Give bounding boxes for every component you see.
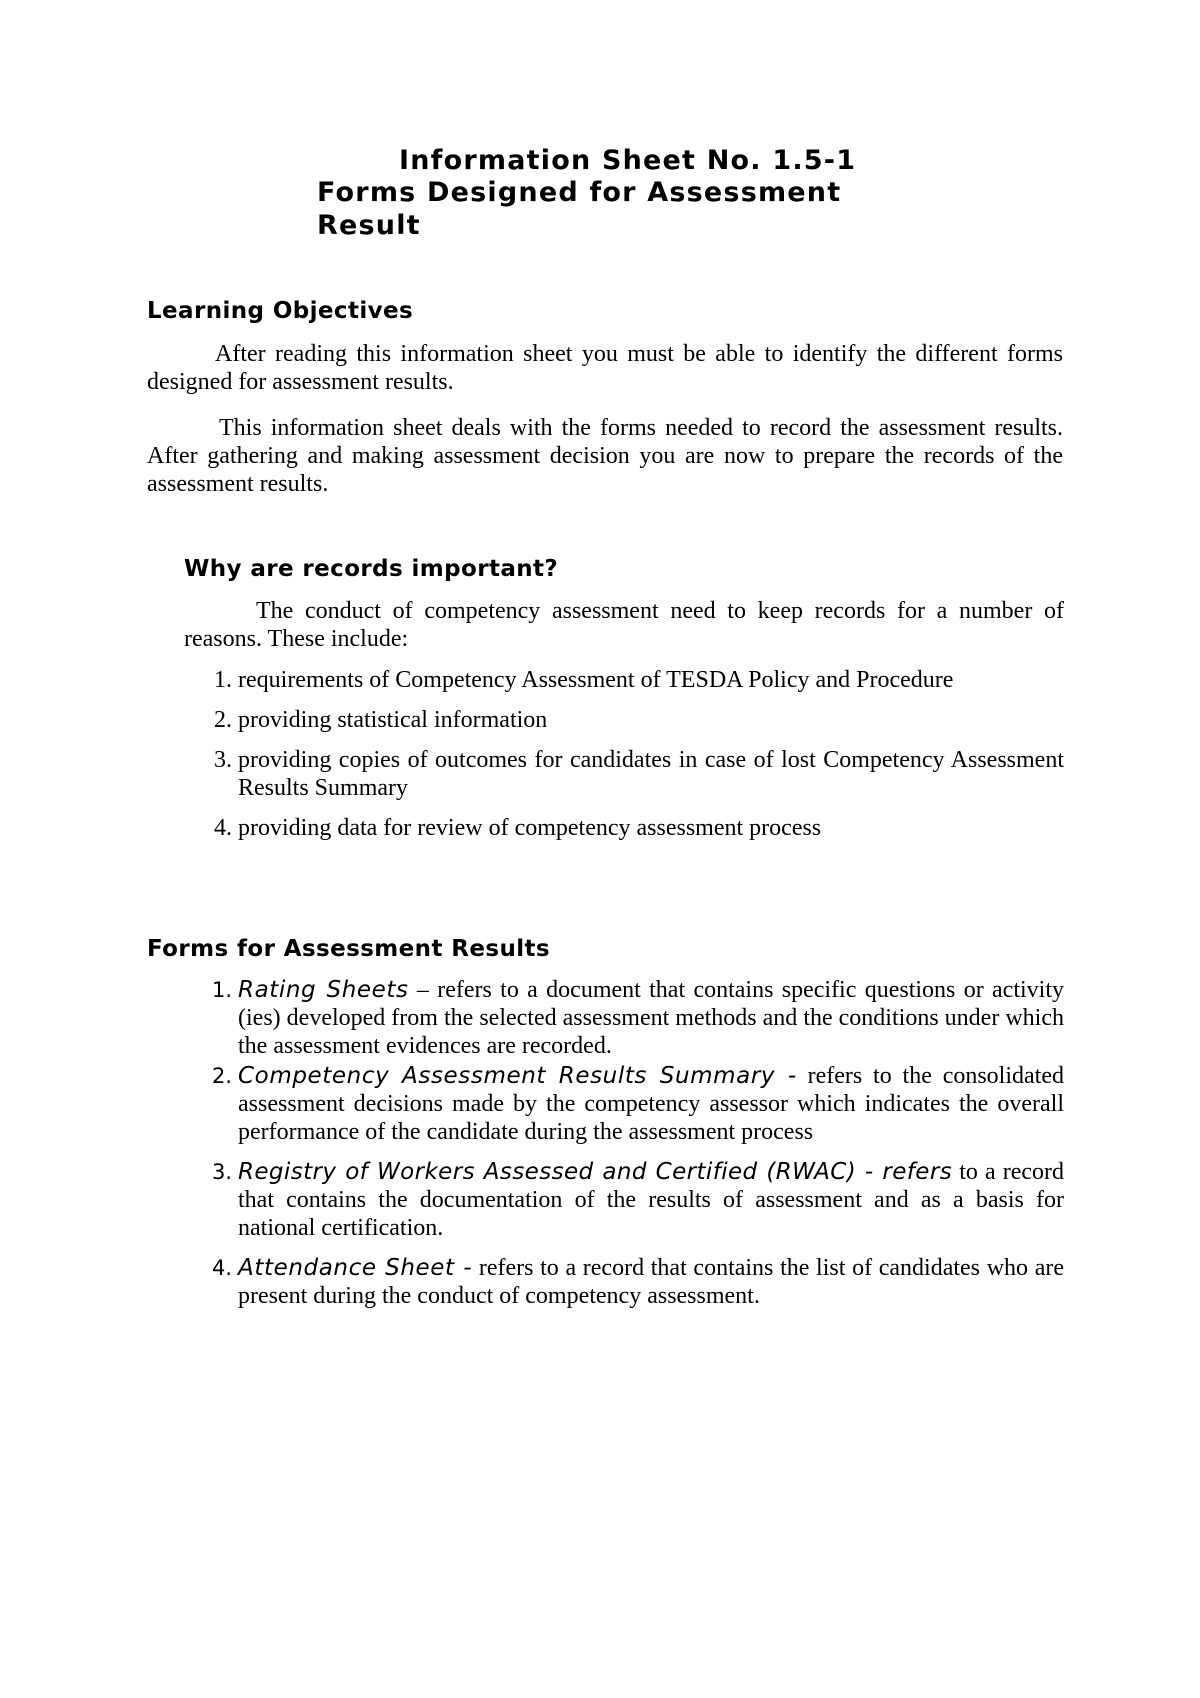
list-number: 4. bbox=[211, 1256, 232, 1280]
list-item bbox=[214, 746, 1064, 802]
heading-learning-objectives: Learning Objectives bbox=[147, 298, 414, 324]
heading-why-records: Why are records important? bbox=[184, 556, 559, 582]
form-description: to a record that contains the documentation of the results of assessment and as a basis for national certification. bbox=[238, 1159, 1064, 1241]
reasons-list bbox=[214, 666, 1064, 842]
paragraph-why-records: The conduct of competency assessment need to keep records for a number of reasons. These include: bbox=[184, 598, 1064, 652]
list-number: 4. bbox=[214, 815, 232, 841]
form-term: Registry of Workers Assessed and Certified (RWAC) - refers bbox=[238, 1159, 953, 1185]
list-item bbox=[211, 1062, 1064, 1146]
form-description: refers to the consolidated assessment decisions made by the competency assessor which indicates the overall performance of the candidate during the assessment process bbox=[238, 1063, 1064, 1145]
list-text: providing data for review of competency assessment process bbox=[238, 815, 822, 841]
paragraph-intro: This information sheet deals with the forms needed to record the assessment results. After gathering and making assessment decision you are now to prepare the records of the assessment results. bbox=[147, 415, 1063, 497]
list-text: providing copies of outcomes for candidates in case of lost Competency Assessment Results Summary bbox=[238, 747, 1064, 801]
term-separator bbox=[797, 1063, 808, 1089]
form-term: Rating Sheets bbox=[238, 977, 409, 1003]
list-number: 3. bbox=[214, 747, 232, 773]
list-number: 2. bbox=[214, 707, 232, 733]
forms-list bbox=[211, 976, 1065, 1310]
term-separator: – bbox=[408, 977, 438, 1003]
list-number: 3. bbox=[211, 1160, 232, 1184]
form-term: Attendance Sheet - bbox=[238, 1255, 473, 1281]
list-number: 2. bbox=[211, 1064, 232, 1088]
list-item bbox=[211, 1254, 1065, 1310]
list-item bbox=[211, 1158, 1064, 1242]
list-number: 1. bbox=[214, 667, 232, 693]
list-text: providing statistical information bbox=[238, 707, 548, 733]
list-item bbox=[214, 666, 1064, 694]
form-description: refers to a document that contains specific questions or activity (ies) developed from the selected assessment methods and the conditions under which the assessment evidences are recorded. bbox=[238, 977, 1064, 1059]
page-title-line1: Information Sheet No. 1.5-1 bbox=[399, 145, 857, 176]
page-title-line3: Result bbox=[317, 210, 421, 241]
paragraph-objectives: After reading this information sheet you must be able to identify the different forms designed for assessment results. bbox=[147, 341, 1063, 395]
list-item bbox=[214, 706, 1064, 734]
heading-forms: Forms for Assessment Results bbox=[147, 936, 550, 962]
list-number: 1. bbox=[211, 978, 232, 1002]
list-item bbox=[214, 814, 1064, 842]
list-item bbox=[211, 976, 1064, 1060]
term-separator bbox=[472, 1255, 479, 1281]
list-text: requirements of Competency Assessment of TESDA Policy and Procedure bbox=[238, 667, 954, 693]
form-term: Competency Assessment Results Summary - bbox=[238, 1063, 797, 1089]
page-title-line2: Forms Designed for Assessment bbox=[317, 177, 842, 208]
form-description: refers to a record that contains the list of candidates who are present during the conduct of competency assessment. bbox=[238, 1255, 1065, 1309]
